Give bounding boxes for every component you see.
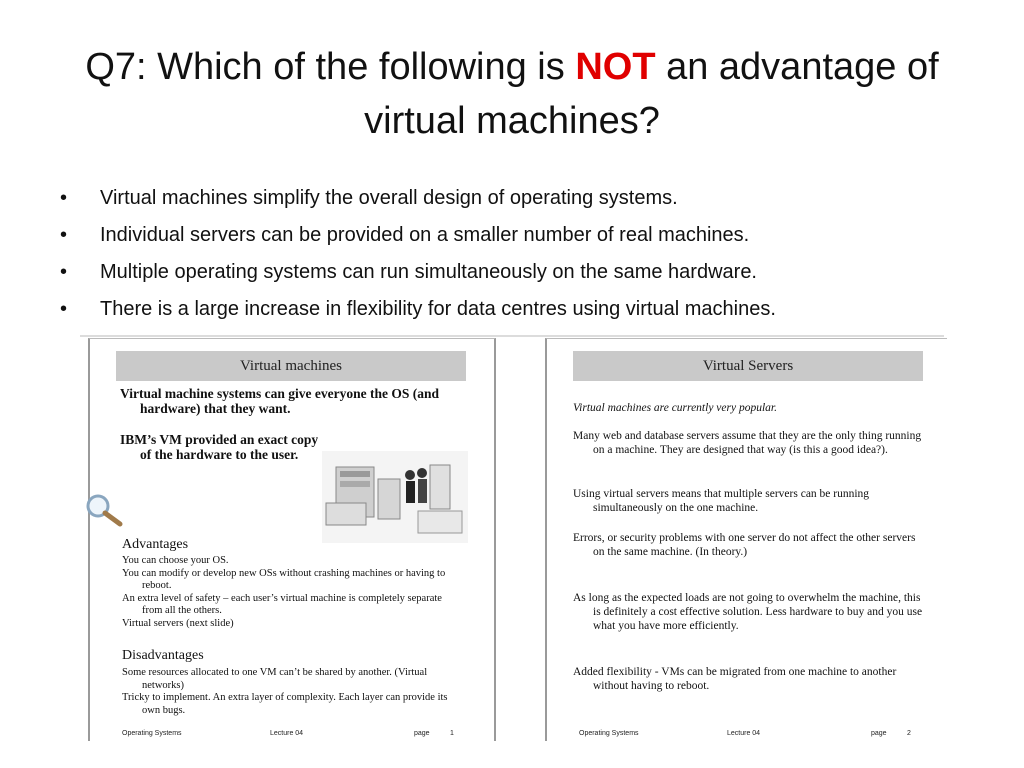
page2-intro: Virtual machines are currently very popular. <box>573 402 777 414</box>
page1-intro2: IBM’s VM provided an exact copy of the hardware to the user. <box>120 432 319 462</box>
page2-footer-lecture: Lecture 04 <box>727 730 761 737</box>
advantage-item: You can choose your OS. <box>122 555 229 566</box>
disadvantage-item: Some resources allocated to one VM can’t be shared by another. (Virtual networks) <box>122 667 428 691</box>
bullet-icon: • <box>60 298 68 320</box>
disadvantage-item: Tricky to implement. An extra layer of complexity. Each layer can provide its own bugs. <box>122 692 448 716</box>
page1-footer-course: Operating Systems <box>122 730 182 737</box>
page1-footer-page-number: 1 <box>450 730 454 737</box>
advantage-item: An extra level of safety – each user’s virtual machine is completely separate from all the others. <box>122 592 442 616</box>
page1-footer-page-label: page <box>414 730 430 737</box>
bullet-icon: • <box>60 187 68 209</box>
title-suffix: an advantage of virtual machines? <box>364 46 939 142</box>
option-item <box>58 217 988 254</box>
option-text: Virtual machines simplify the overall design of operating systems. <box>100 187 678 209</box>
scan-divider <box>80 335 944 337</box>
page2-footer-course: Operating Systems <box>579 730 639 737</box>
advantages-heading: Advantages <box>122 537 189 552</box>
lecture-page-1 <box>88 338 496 741</box>
title-emphasis: NOT <box>575 46 656 88</box>
page2-paragraph: Many web and database servers assume that they are the only thing running on a machine. They are designed that way (is this a good idea?). <box>573 430 922 456</box>
title-prefix: Q7: Which of the following is <box>85 46 576 88</box>
option-item <box>58 291 988 328</box>
option-text: There is a large increase in flexibility for data centres using virtual machines. <box>100 298 776 320</box>
answer-options <box>58 180 988 328</box>
option-item <box>58 180 988 217</box>
page2-heading: Virtual Servers <box>573 351 923 381</box>
advantage-item: You can modify or develop new OSs without crashing machines or having to reboot. <box>122 567 446 591</box>
bullet-icon: • <box>60 261 68 283</box>
page1-intro1: Virtual machine systems can give everyone the OS (and hardware) that they want. <box>120 386 439 416</box>
page1-heading: Virtual machines <box>116 351 466 381</box>
magnifier-icon[interactable] <box>82 492 126 528</box>
page1-footer-lecture: Lecture 04 <box>270 730 304 737</box>
disadvantages-heading: Disadvantages <box>122 648 204 663</box>
page2-paragraph: Errors, or security problems with one server do not affect the other servers on the same machine. (In theory.) <box>573 532 916 558</box>
mainframe-illustration <box>322 451 468 543</box>
advantage-item: Virtual servers (next slide) <box>122 617 234 629</box>
page2-paragraph: Added flexibility - VMs can be migrated from one machine to another without having to reboot. <box>573 666 897 692</box>
bullet-icon: • <box>60 224 68 246</box>
page2-footer-page-label: page <box>871 730 887 737</box>
disadvantages-list <box>122 667 462 717</box>
lecture-page-2 <box>545 338 947 741</box>
page2-paragraph: As long as the expected loads are not going to overwhelm the machine, this is definitely a cost effective solution. Less hardware to buy and you use what you have more efficiently. <box>573 592 923 632</box>
advantages-list <box>122 555 462 630</box>
page2-footer-page-number: 2 <box>907 730 911 737</box>
page2-paragraph: Using virtual servers means that multiple servers can be running simultaneously on the one machine. <box>573 488 870 514</box>
option-item <box>58 254 988 291</box>
slide-title <box>40 40 984 148</box>
option-text: Multiple operating systems can run simultaneously on the same hardware. <box>100 261 757 283</box>
option-text: Individual servers can be provided on a smaller number of real machines. <box>100 224 750 246</box>
